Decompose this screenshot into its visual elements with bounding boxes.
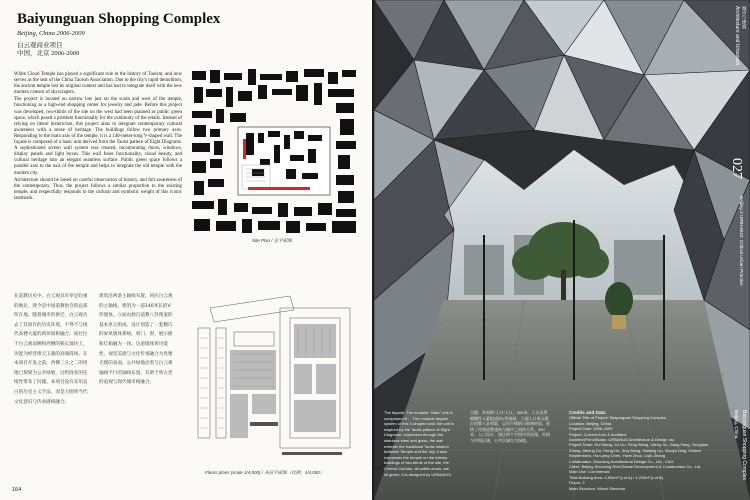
running-head-zh: 城市与建筑	[742, 6, 747, 29]
left-page	[0, 0, 372, 500]
credits-line: Main Use: Commercial	[569, 469, 610, 475]
project-location-zh: 中国，北京 2006-2009	[17, 50, 80, 57]
running-head-project: Baiyunguan Shopping Complex	[741, 410, 747, 481]
body-paragraph: Architecture should be based on careful observation of history, and full awareness of the contemporary. Thus, the project follows a similar proportion to the existing temple, and respectfully responds to the cultural and symbolic weight of this iconic landmark.	[14, 177, 182, 201]
credits-line: Architect/Firm/Studio: URBANUS Architecture & Design Inc.	[569, 437, 676, 443]
floor-plans-caption: Floors plans (scale 1/4,000) / 各层平面图（比例：1/4,000）	[205, 470, 325, 475]
credits-title: Credits and Data	[569, 410, 606, 415]
running-head-location: Beijing, China	[734, 410, 739, 439]
chinese-body-column: 建筑沿两条主轴线布置。回应白云观的主轴线，建筑为一道140米长的V形墙体。立面由源自道教八卦图案的基本单元组成。设计创造了一套精巧的屏风墙体系统，将门、窗、展示板和灯箱融为一体。这道墙体将功能性、视觉美感与文化传承融合为优雅无缝的表面。公共绿地沿着与白云观轴线平行的轴线布置，有助于将古老的道观与现代城市相融合。	[99, 294, 173, 386]
credits-line: Client: Beijing Shunxing Real Estate Development & Construction Co., Ltd.	[569, 464, 702, 470]
credits-line: Floors: 2	[569, 480, 585, 486]
credits-line: Main Structure: Mixed Structure	[569, 485, 626, 491]
project-title-zh: 白云观商业项目	[17, 42, 63, 49]
chinese-body-column: 在道教历史中，白云观具有举足轻重的地位，现今是中国道教协会的总部所在地。随着城市的拆迁，白云观失去了其原有的历史环境，不得不与现代高楼大厦的新环境相融合。项目位于白云观南侧和西侧的狭长地块上，功能为经营珠宝玉器的高端商场。在本项目开发之前，西侧三分之二的用地已规划为公共绿地，这给商业的连续性带来了问题。本项目没有采用直白的历史主义手法，而是力图将当代文化意识与传承感相融合。	[14, 294, 88, 405]
body-paragraph: White Cloud Temple has played a significant role in the history of Taoism, and now serves as the seat of the China Taoism Association. Due to the city's rapid demolition, the ancient temple lost its original context and has had to integrate itself with the new modern context of skyscrapers.	[14, 72, 182, 96]
credits-line: Project Team: Hui Wang, Xu Liu, Feng Wang, Lifeng Xu, Gang Fang, Yongqian Zhang, Aihong Du, Hong Liu, Jing Wang, Haiqing Liu, Xiaoyu Ding, Kristen Klepfenstein, Hun-ping Chen, Yiwei Zhou, Liqiu Zhang	[569, 442, 709, 459]
photo-caption-zh: 主楼：外围的“入口”入口，300米，入口采用模糊性元素组成的V形墙体，立面入口单元源自道教八卦图案，运用不锈钢与玻璃材质，延续了传统道教建筑与城市之间的关系。300米，入口设计，通过两个空间序列处理，外围与中间区域，公共区域均为绿地。	[470, 410, 550, 443]
english-body-text	[14, 72, 182, 203]
project-title: Baiyunguan Shopping Complex	[17, 11, 221, 27]
credits-line: Project: Current Arch & Architect	[569, 431, 627, 437]
running-head-series: Architecture and Urbanism	[734, 6, 740, 66]
credits-block	[569, 410, 719, 491]
credits-line: Collaborator: Shunxing Architectural Design Co., Ltd., CAG	[569, 458, 674, 464]
photo-caption-en: The façade: The modular “Gate” unit is composed of ... The modular façade system of this V-shaped wall; the unit is inspired by the Taoist pattern of Eight Diagrams, expressed through the stainless steel and glass, the wall extends the traditional Taoist relation between Temple and the city. It also expresses the temple on the interior, buildings of two-thirds of the site, the Central Corridor, all public areas, are all green; it is designed by URBANUS.	[384, 410, 454, 477]
body-paragraph: The project is located on narrow lots just on the south and west of the temple, functioning as a high-end shopping center for jewelry and jade. Before this project was developed, two-thirds of the site on the west had been planned as public green space, which posed a problem functionally for the continuity of the retails. Instead of relying on literal historicism, this project aims to integrate contemporary cultural awareness with a sense of heritage. The buildings follow two primary axes. Responding to the main axis of the temple, it is a 140-meter-long V-shaped wall. The façade is composed of a basic unit derived from the Taoist pattern of Eight Diagrams. A sophisticated screen wall system was created, incorporating doors, windows, display panels and light boxes. This wall fuses functionality, visual beauty, and cultural heritage into an elegant seamless surface. Public green space follows a parallel axis to the axis of the temple and helps to integrate the old temple with the modern city.	[14, 97, 182, 176]
page-number: 164	[12, 487, 22, 493]
running-head-chapter: Beijing 2 URBANUS: Critical Urban Practice	[739, 196, 744, 286]
credits-line: Location: Beijing, China	[569, 420, 612, 426]
floor-plans-figure	[190, 288, 358, 463]
site-plan-caption: Site Plan / 总平面图	[252, 238, 292, 243]
credits-line: Total Building Area: 6,500m² (Lot A) / 4,223m² (Lot B)	[569, 474, 664, 480]
credits-line: Project Date: 2006-2009	[569, 426, 613, 432]
right-page	[374, 0, 750, 500]
credits-line: Official Title of Project: Baiyunguan Shopping Complex	[569, 415, 666, 421]
site-plan-figure	[190, 69, 358, 235]
project-location: Beijing, China 2006-2009	[17, 30, 85, 37]
issue-number: 027	[729, 158, 744, 179]
